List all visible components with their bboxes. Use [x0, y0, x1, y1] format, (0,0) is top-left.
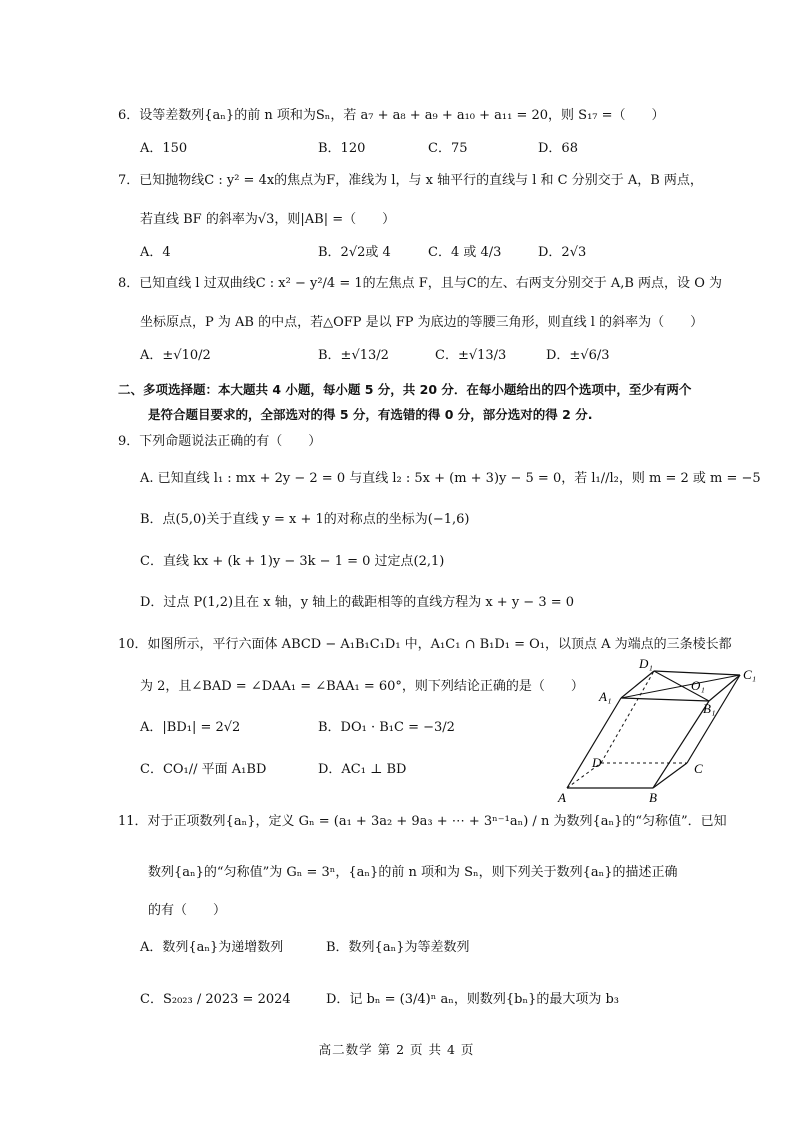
q8-option-b: B．±√13/2	[318, 348, 389, 363]
label-c1: C₁	[743, 667, 757, 682]
q7-stem-line1: 7．已知抛物线C : y² = 4x的焦点为F，准线为 l，与 x 轴平行的直线与 l 和 C 分别交于 A，B 两点，	[118, 173, 703, 188]
q6-stem: 6．设等差数列{aₙ}的前 n 项和为Sₙ，若 a₇ + a₈ + a₉ + a₁₀ + a₁₁ = 20，则 S₁₇ =（ ）	[118, 108, 665, 123]
q11-stem-line3: 的有（ ）	[148, 903, 227, 918]
parallelepiped-figure	[555, 655, 770, 805]
section2-heading-line1: 二、多项选择题：本大题共 4 小题，每小题 5 分，共 20 分．在每小题给出的四个选项中，至少有两个	[118, 382, 692, 397]
q11-stem-line1: 11．对于正项数列{aₙ}，定义 Gₙ = (a₁ + 3a₂ + 9a₃ + ⋯ + 3ⁿ⁻¹aₙ) / n 为数列{aₙ}的“匀称值”．已知	[118, 814, 727, 829]
q8-option-a: A．±√10/2	[140, 348, 211, 363]
q9-option-c: C．直线 kx + (k + 1)y − 3k − 1 = 0 过定点(2,1)	[140, 554, 445, 569]
q9-option-d: D．过点 P(1,2)且在 x 轴，y 轴上的截距相等的直线方程为 x + y − 3 = 0	[140, 595, 575, 610]
label-a1: A₁	[599, 689, 612, 704]
q10-option-d: D．AC₁ ⊥ BD	[318, 762, 407, 777]
q7-option-c: C．4 或 4/3	[428, 245, 502, 260]
q6-option-d: D．68	[538, 141, 578, 156]
q10-stem-line1: 10．如图所示，平行六面体 ABCD − A₁B₁C₁D₁ 中，A₁C₁ ∩ B₁D₁ = O₁，以顶点 A 为端点的三条棱长都	[118, 637, 732, 652]
label-a: A	[558, 790, 566, 805]
q6-option-c: C．75	[428, 141, 468, 156]
q6-option-a: A．150	[140, 141, 188, 156]
q11-option-c: C．S₂₀₂₃ / 2023 = 2024	[140, 992, 291, 1007]
label-b: B	[649, 790, 657, 805]
page-footer: 高二数学 第 2 页 共 4 页	[318, 1042, 475, 1057]
q8-option-d: D．±√6/3	[546, 348, 610, 363]
q9-option-a: A. 已知直线 l₁ : mx + 2y − 2 = 0 与直线 l₂ : 5x + (m + 3)y − 5 = 0，若 l₁//l₂，则 m = 2 或 m = −5	[140, 471, 761, 486]
q7-stem-line2: 若直线 BF 的斜率为√3，则|AB| =（ ）	[140, 212, 396, 227]
q7-option-b: B．2√2或 4	[318, 245, 391, 260]
q8-stem-line1: 8．已知直线 l 过双曲线C : x² − y²/4 = 1的左焦点 F，且与C的左、右两支分别交于 A,B 两点，设 O 为	[118, 276, 722, 291]
q11-stem-line2: 数列{aₙ}的“匀称值”为 Gₙ = 3ⁿ，{aₙ}的前 n 项和为 Sₙ，则下列关于数列{aₙ}的描述正确	[148, 865, 678, 880]
section2-heading-line2: 是符合题目要求的，全部选对的得 5 分，有选错的得 0 分，部分选对的得 2 分.	[148, 407, 593, 422]
q10-option-b: B．DO₁ · B₁C = −3/2	[318, 720, 455, 735]
q10-stem-line2: 为 2，且∠BAD = ∠DAA₁ = ∠BAA₁ = 60°，则下列结论正确的是（ ）	[140, 679, 584, 694]
q11-option-d: D．记 bₙ = (3/4)ⁿ aₙ，则数列{bₙ}的最大项为 b₃	[326, 992, 620, 1007]
q7-option-d: D．2√3	[538, 245, 587, 260]
q10-option-c: C．CO₁// 平面 A₁BD	[140, 762, 267, 777]
label-d1: D₁	[639, 656, 653, 671]
q8-stem-line2: 坐标原点，P 为 AB 的中点，若△OFP 是以 FP 为底边的等腰三角形，则直线 l 的斜率为（ ）	[140, 315, 704, 330]
q9-option-b: B．点(5,0)关于直线 y = x + 1的对称点的坐标为(−1,6)	[140, 512, 470, 527]
q9-stem: 9．下列命题说法正确的有（ ）	[118, 434, 322, 449]
label-c: C	[694, 761, 703, 776]
q6-option-b: B．120	[318, 141, 366, 156]
q11-option-b: B．数列{aₙ}为等差数列	[326, 940, 470, 955]
label-b1: B₁	[703, 701, 716, 716]
label-d: D	[592, 755, 602, 770]
q8-option-c: C．±√13/3	[435, 348, 507, 363]
q7-option-a: A．4	[140, 245, 171, 260]
q11-option-a: A．数列{aₙ}为递增数列	[140, 940, 284, 955]
label-o1: O₁	[691, 678, 705, 693]
q10-option-a: A．|BD₁| = 2√2	[140, 720, 241, 735]
